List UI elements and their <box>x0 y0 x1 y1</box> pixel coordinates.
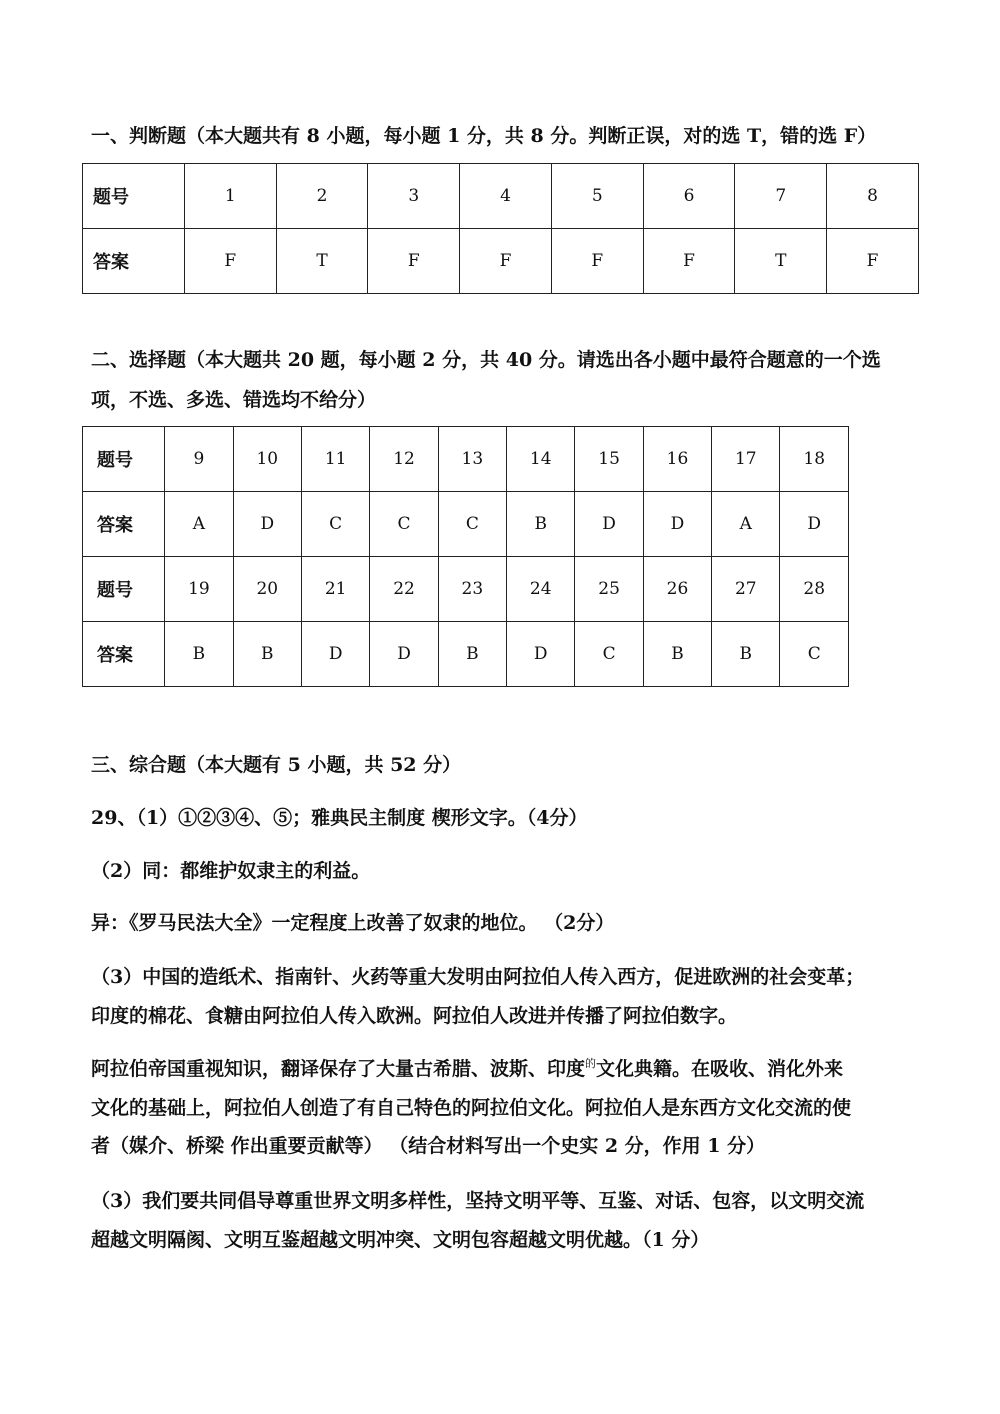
section3-title: 三、综合题（本大题有 5 小题，共 52 分） <box>91 754 462 776</box>
question-number: 20 <box>233 557 301 622</box>
answer-cell: C <box>301 492 369 557</box>
row-label: 答案 <box>83 622 165 687</box>
table-row <box>83 492 849 557</box>
section1-title: 一、判断题（本大题共有 8 小题，每小题 1 分，共 8 分。判断正误，对的选 T，错的选 F） <box>91 125 877 147</box>
judgement-answer-table <box>82 163 919 294</box>
answer-cell: B <box>507 492 575 557</box>
answer-cell: C <box>438 492 506 557</box>
answer-cell: F <box>460 229 552 294</box>
question-number: 5 <box>551 164 643 229</box>
answer-cell: C <box>370 492 438 557</box>
q29-part2-difference: 异：《罗马民法大全》一定程度上改善了奴隶的地位。 （2分） <box>91 912 615 934</box>
q29-part3-line5: 者（媒介、桥梁 作出重要贡献等） （结合材料写出一个史实 2 分，作用 1 分） <box>91 1135 766 1157</box>
question-number: 15 <box>575 427 643 492</box>
table-row <box>83 557 849 622</box>
question-number: 24 <box>507 557 575 622</box>
question-number: 4 <box>460 164 552 229</box>
answer-cell: D <box>780 492 849 557</box>
question-number: 12 <box>370 427 438 492</box>
question-number: 8 <box>827 164 919 229</box>
question-number: 1 <box>184 164 276 229</box>
question-number: 6 <box>643 164 735 229</box>
q29-part2: （2）同：都维护奴隶主的利益。 <box>91 860 371 882</box>
q29-part1: 29、（1）①②③④、⑤；雅典民主制度 楔形文字。（4分） <box>91 807 588 829</box>
question-number: 3 <box>368 164 460 229</box>
answer-cell: B <box>643 622 711 687</box>
question-number: 16 <box>643 427 711 492</box>
question-number: 2 <box>276 164 368 229</box>
question-number: 26 <box>643 557 711 622</box>
answer-cell: F <box>643 229 735 294</box>
q29-part3-line1: （3）中国的造纸术、指南针、火药等重大发明由阿拉伯人传入西方，促进欧洲的社会变革； <box>91 966 865 988</box>
row-label: 答案 <box>83 492 165 557</box>
question-number: 27 <box>712 557 780 622</box>
section2-title-line1: 二、选择题（本大题共 20 题，每小题 2 分，共 40 分。请选出各小题中最符合题意的一个选 <box>91 349 881 371</box>
question-number: 23 <box>438 557 506 622</box>
answer-cell: F <box>827 229 919 294</box>
answer-cell: F <box>184 229 276 294</box>
answer-cell: D <box>575 492 643 557</box>
answer-cell: F <box>368 229 460 294</box>
row-label: 题号 <box>83 164 185 229</box>
q29-part3-line4: 文化的基础上，阿拉伯人创造了有自己特色的阿拉伯文化。阿拉伯人是东西方文化交流的使 <box>91 1097 852 1119</box>
answer-cell: T <box>735 229 827 294</box>
q29-part4-line2: 超越文明隔阂、文明互鉴超越文明冲突、文明包容超越文明优越。（1 分） <box>91 1229 710 1251</box>
text-segment: 文化典籍。在吸收、消化外来 <box>596 1058 844 1080</box>
question-number: 14 <box>507 427 575 492</box>
answer-cell: C <box>575 622 643 687</box>
answer-cell: C <box>780 622 849 687</box>
answer-cell: D <box>370 622 438 687</box>
row-label: 题号 <box>83 557 165 622</box>
row-label: 答案 <box>83 229 185 294</box>
q29-part3-line3 <box>91 1054 843 1081</box>
question-number: 19 <box>165 557 233 622</box>
section2-title-line2: 项，不选、多选、错选均不给分） <box>91 389 377 411</box>
question-number: 10 <box>233 427 301 492</box>
table-row <box>83 427 849 492</box>
answer-cell: B <box>233 622 301 687</box>
question-number: 9 <box>165 427 233 492</box>
answer-cell: T <box>276 229 368 294</box>
q29-part3-line2: 印度的棉花、食糖由阿拉伯人传入欧洲。阿拉伯人改进并传播了阿拉伯数字。 <box>91 1005 738 1027</box>
choice-answer-table <box>82 426 849 687</box>
table-row <box>83 164 919 229</box>
question-number: 22 <box>370 557 438 622</box>
question-number: 28 <box>780 557 849 622</box>
answer-cell: A <box>712 492 780 557</box>
question-number: 17 <box>712 427 780 492</box>
superscript-text: 的 <box>585 1057 597 1070</box>
answer-cell: A <box>165 492 233 557</box>
table-row <box>83 229 919 294</box>
question-number: 7 <box>735 164 827 229</box>
answer-cell: F <box>551 229 643 294</box>
text-segment: 阿拉伯帝国重视知识，翻译保存了大量古希腊、波斯、印度 <box>91 1058 586 1080</box>
answer-cell: D <box>233 492 301 557</box>
question-number: 18 <box>780 427 849 492</box>
q29-part4-line1: （3）我们要共同倡导尊重世界文明多样性，坚持文明平等、互鉴、对话、包容，以文明交流 <box>91 1190 865 1212</box>
answer-cell: D <box>507 622 575 687</box>
answer-cell: D <box>301 622 369 687</box>
answer-cell: B <box>438 622 506 687</box>
answer-cell: B <box>712 622 780 687</box>
answer-cell: D <box>643 492 711 557</box>
question-number: 11 <box>301 427 369 492</box>
table-row <box>83 622 849 687</box>
question-number: 21 <box>301 557 369 622</box>
answer-cell: B <box>165 622 233 687</box>
question-number: 13 <box>438 427 506 492</box>
row-label: 题号 <box>83 427 165 492</box>
question-number: 25 <box>575 557 643 622</box>
